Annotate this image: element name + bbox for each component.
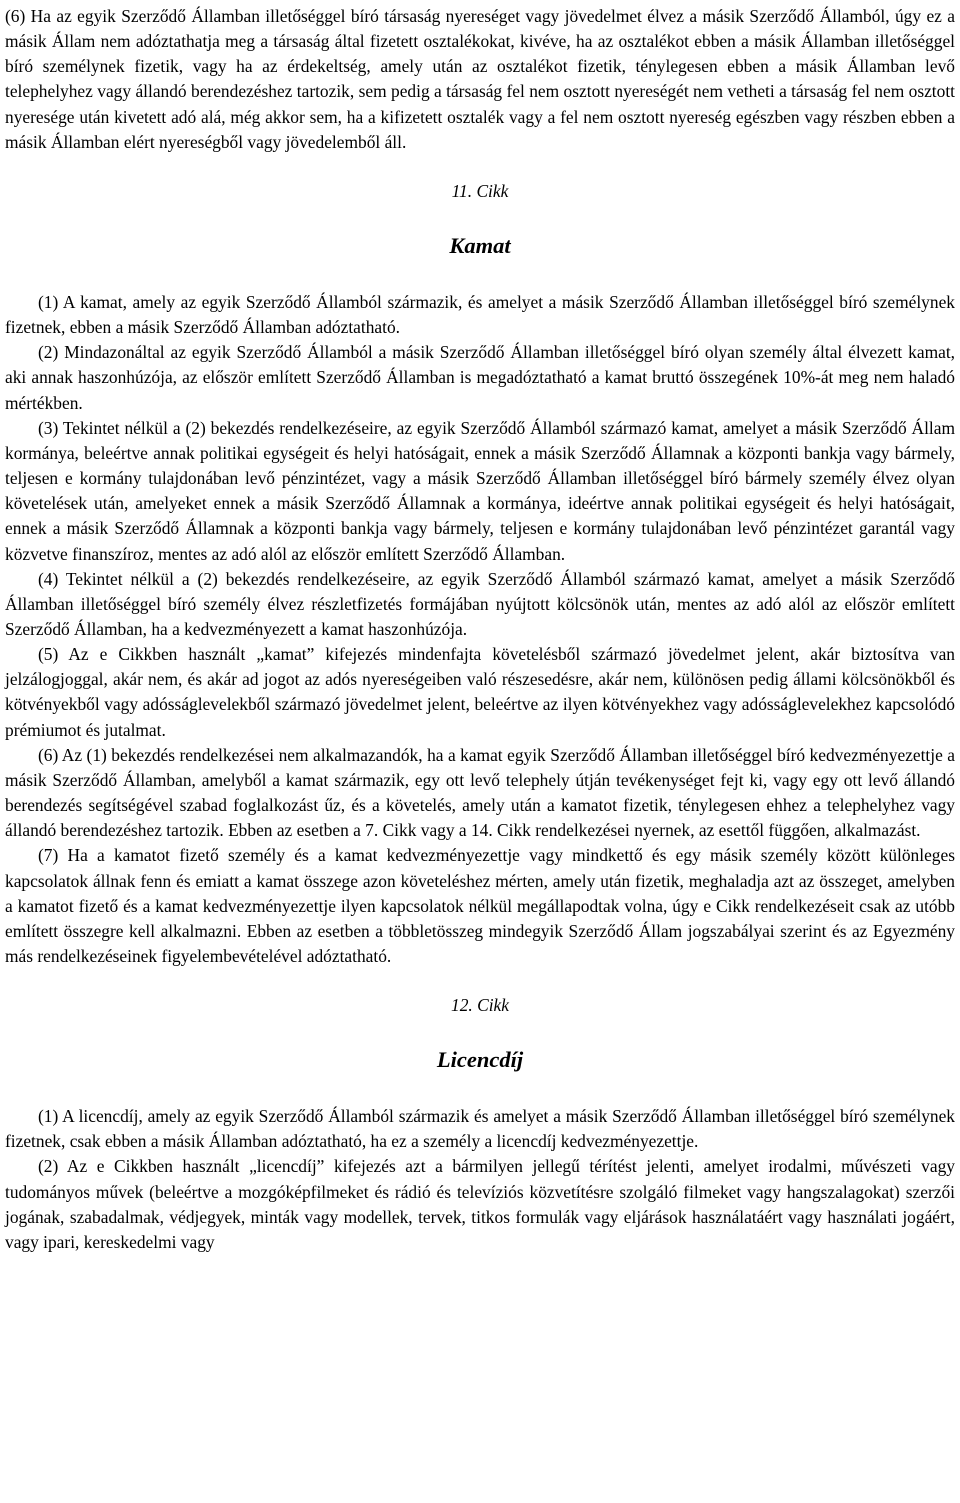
article-12-title: Licencdíj [436, 1047, 524, 1073]
article-11-paragraph-6: (6) Az (1) bekezdés rendelkezései nem alkalmazandók, ha a kamat egyik Szerződő Államban illetőséggel bíró kedvezményezettje a másik Szerződő Államban, amelyből a kamat származik, egy ott levő telephely útján tevékenységet fejt ki, vagy egy ott levő állandó berendezés segítségével szabad foglalkozást űz, és a követelés, amely után a kamatot fizetik, ténylegesen ehhez a telephelyhez vagy állandó berendezéshez tartozik. Ebben az esetben a 7. Cikk vagy a 14. Cikk rendelkezései nyernek, az esettől függően, alkalmazást. [5, 744, 955, 841]
article-11-paragraph-5: (5) Az e Cikkben használt „kamat” kifejezés mindenfajta követelésből származó jövedelmet jelent, akár biztosítva van jelzálogjoggal, akár nem, és akár ad jogot az adós nyereségeiben való részesedésre, akár nem, különösen pedig állami kölcsönökből és kötvényekből vagy adósságlevelekből származó jövedelmet jelent, beleértve az ilyen kötvényekhez vagy adósságlevelekhez kapcsolódó prémiumot és jutalmat. [5, 644, 955, 740]
article-11-paragraph-7: (7) Ha a kamatot fizető személy és a kamat kedvezményezettje vagy mindkettő és egy másik személy között különleges kapcsolatok állnak fenn és emiatt a kamat összege azon követeléshez mérten, amely után fizetik, meghaladja azt az összeget, amelyben a kamatot fizető és a kamat kedvezményezettje ilyen kapcsolatok nélkül megállapodtak volna, úgy e Cikk rendelkezéseit csak az utóbb említett összegre kell alkalmazni. Ebben az esetben a többletösszeg mindegyik Szerződő Állam jogszabályai szerint és az Egyezmény más rendelkezéseinek figyelembevételével adóztatható. [5, 845, 955, 966]
article-12-paragraph-1: (1) A licencdíj, amely az egyik Szerződő Államból származik és amelyet a másik Szerződő Államban illetőséggel bíró személynek fizetnek, csak ebben a másik Államban adóztatható, ha ez a személy a licencdíj kedvezményezettje. [5, 1106, 955, 1152]
spacer [5, 155, 955, 179]
article-10-paragraph-6: (6) Ha az egyik Szerződő Államban illetőséggel bíró társaság nyereséget vagy jövedelmet élvez a másik Szerződő Államból, úgy ez a másik Állam nem adóztathatja meg a társaság által fizetett osztalékokat, kivéve, ha az osztalékot ebben a másik Államban illetőséggel bíró személynek fizetik, vagy ha az érdekeltség, amely után az osztalékot fizetik, ténylegesen ebben a másik Államban levő telephelyhez vagy állandó berendezéshez tartozik, sem pedig a társaság fel nem osztott nyereségét nem vetheti a társaság fel nem osztott nyeresége után kivetett adó alá, még akkor sem, ha a kifizetett osztalék vagy a fel nem osztott nyereség egészben vagy részben ebben a másik Államban elért nyereségből vagy jövedelemből áll. [5, 6, 955, 152]
spacer [5, 1075, 955, 1104]
spacer [5, 969, 955, 993]
article-11-number: 11. Cikk [451, 180, 509, 201]
spacer [5, 204, 955, 231]
article-11-paragraph-1: (1) A kamat, amely az egyik Szerződő Államból származik, és amelyet a másik Szerződő Államban illetőséggel bíró személynek fizetnek, ebben a másik Szerződő Államban adóztatható. [5, 291, 955, 338]
article-11-paragraph-3: (3) Tekintet nélkül a (2) bekezdés rendelkezéseire, az egyik Szerződő Államból származó kamat, amelyet a másik Szerződő Állam kormánya, beleértve annak politikai egységeit és helyi hatóságait, ennek a másik Szerződő Államnak a központi bankja vagy bármely, teljesen e kormány tulajdonában levő pénzintézet, vagy a másik Szerződő Államban illetőséggel bíró bármely személy élvez olyan követelések után, amelyeket ennek a másik Szerződő Államnak a kormánya, ideértve annak politikai egységeit és helyi hatóságait, ennek a másik Szerződő Államnak a központi bankja vagy bármely, teljesen e kormány tulajdonában levő pénzintézet garantál vagy közvetve finanszíroz, mentes az adó alól az először említett Szerződő Államban. [5, 417, 955, 564]
article-11-paragraph-4: (4) Tekintet nélkül a (2) bekezdés rendelkezéseire, az egyik Szerződő Államból származó kamat, amelyet a másik Szerződő Államban illetőséggel bíró személy élvez részletfizetés formájában nyújtott kölcsönök után, mentes az adó alól az először említett Szerződő Államban, ha a kedvezményezett a kamat haszonhúzója. [5, 568, 955, 639]
spacer [5, 261, 955, 290]
article-12-paragraph-2: (2) Az e Cikkben használt „licencdíj” kifejezés azt a bármilyen jellegű térítést jelenti, amelyet irodalmi, művészeti vagy tudományos művek (beleértve a mozgóképfilmeket és rádió és televíziós közvetítésre szolgáló filmeket vagy hangszalagokat) szerzői jogának, szabadalmak, védjegyek, minták vagy modellek, tervek, titkos formulák vagy eljárások használatáért vagy használati jogáért, vagy ipari, kereskedelmi vagy [5, 1156, 955, 1252]
article-12-number: 12. Cikk [451, 995, 509, 1016]
spacer [5, 1018, 955, 1045]
article-11-paragraph-2: (2) Mindazonáltal az egyik Szerződő Államból a másik Szerződő Államban illetőséggel bíró olyan személy által élvezett kamat, aki annak haszonhúzója, az először említett Szerződő Államban is megadóztatható a kamat bruttó összegének 10%-át meg nem haladó mértékben. [5, 342, 955, 413]
article-11-title: Kamat [449, 232, 511, 258]
